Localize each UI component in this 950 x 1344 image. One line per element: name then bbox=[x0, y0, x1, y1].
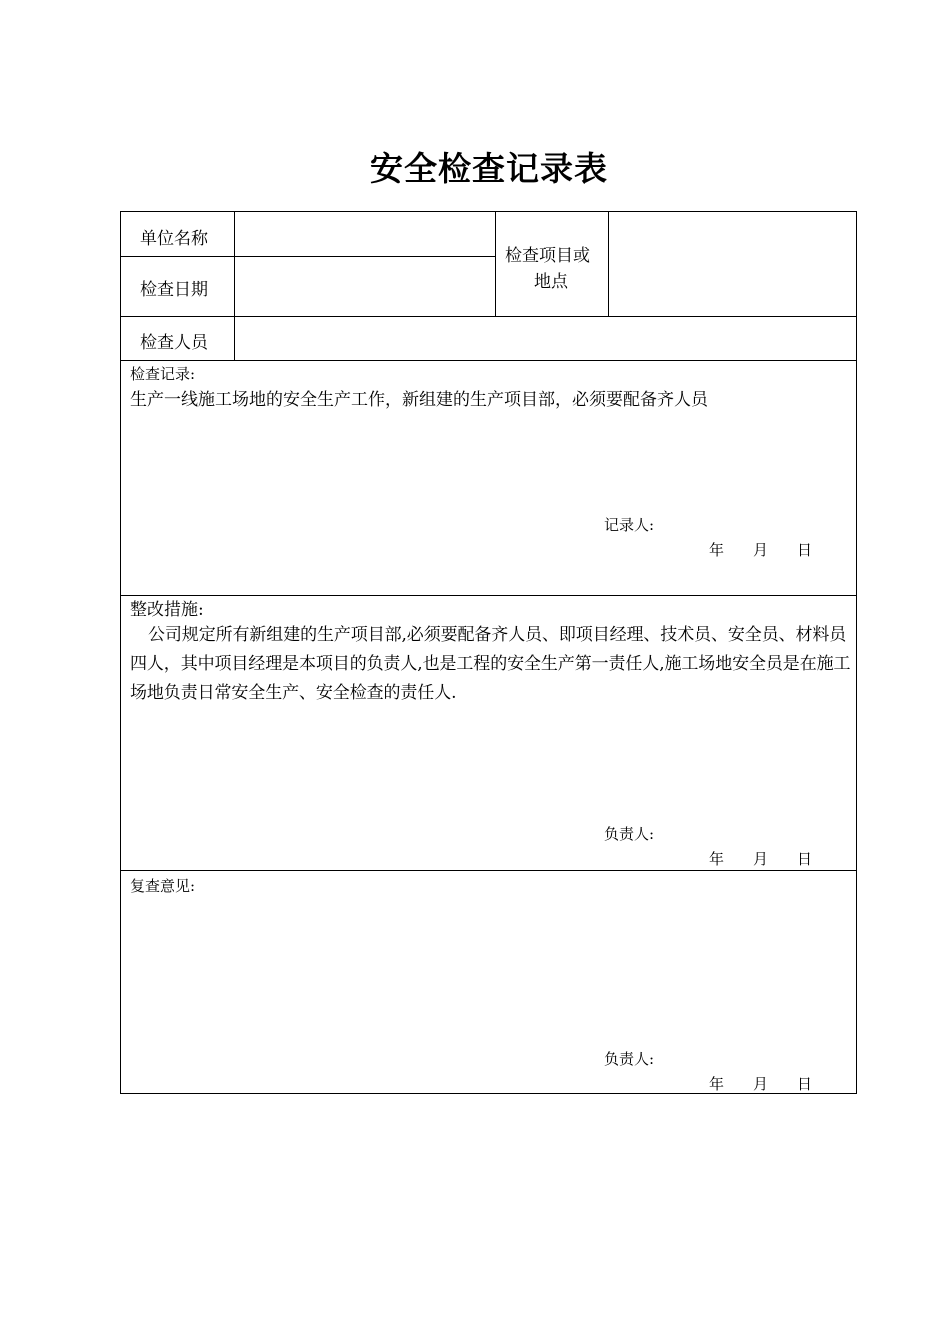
check-date-field[interactable] bbox=[235, 257, 495, 316]
record-year-label: 年 bbox=[709, 541, 725, 559]
inspectors-label: 检查人员 bbox=[140, 333, 208, 353]
record-label: 检查记录: bbox=[130, 365, 196, 383]
col-divider-middle bbox=[495, 212, 496, 316]
record-date bbox=[709, 539, 841, 560]
row-divider-record-rectification bbox=[121, 595, 856, 596]
review-label: 复查意见: bbox=[130, 877, 196, 895]
rectification-date bbox=[709, 848, 841, 869]
review-signer-label: 负责人: bbox=[604, 1050, 655, 1068]
review-month-label: 月 bbox=[753, 1075, 769, 1093]
rectification-signer-label: 负责人: bbox=[604, 825, 655, 843]
record-signer-label: 记录人: bbox=[604, 516, 655, 534]
record-day-label: 日 bbox=[797, 541, 813, 559]
check-date-label: 检查日期 bbox=[140, 280, 208, 300]
unit-name-field[interactable] bbox=[235, 212, 495, 256]
rectification-day-label: 日 bbox=[797, 850, 813, 868]
record-text: 生产一线施工场地的安全生产工作，新组建的生产项目部，必须要配备齐人员 bbox=[130, 390, 708, 410]
record-month-label: 月 bbox=[753, 541, 769, 559]
row-divider-rectification-review bbox=[121, 870, 856, 871]
inspectors-field[interactable] bbox=[235, 317, 856, 360]
review-date bbox=[709, 1073, 841, 1094]
item-location-label-line1: 检查项目或 bbox=[505, 246, 590, 266]
rectification-text: 公司规定所有新组建的生产项目部,必须要配备齐人员、即项目经理、技术员、安全员、材料员四人，其中项目经理是本项目的负责人,也是工程的安全生产第一责任人,施工场地安全员是在施工场地负责日常安全生产、安全检查的责任人. bbox=[130, 625, 851, 703]
inspection-form bbox=[120, 211, 857, 1094]
unit-name-label: 单位名称 bbox=[140, 229, 208, 249]
review-year-label: 年 bbox=[709, 1075, 725, 1093]
item-location-label-line2: 地点 bbox=[534, 272, 568, 292]
rectification-month-label: 月 bbox=[753, 850, 769, 868]
item-location-field[interactable] bbox=[609, 212, 856, 316]
row-divider-header-record bbox=[121, 360, 856, 361]
rectification-year-label: 年 bbox=[709, 850, 725, 868]
page-title: 安全检查记录表 bbox=[370, 149, 608, 188]
rectification-label: 整改措施: bbox=[130, 600, 204, 620]
review-day-label: 日 bbox=[797, 1075, 813, 1093]
